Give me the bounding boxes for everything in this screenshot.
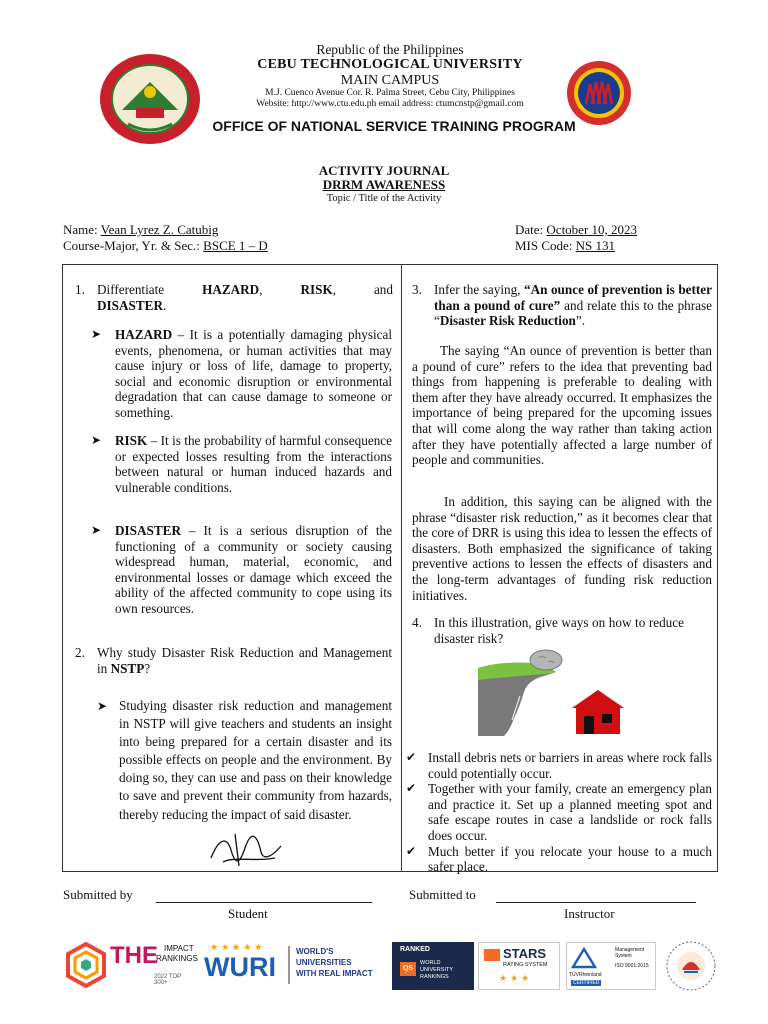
question-4 <box>412 615 684 646</box>
checkmark-icon: ✔ <box>406 781 417 796</box>
office-title: OFFICE OF NATIONAL SERVICE TRAINING PROGRAM <box>212 118 576 134</box>
answer-text: Install debris nets or barriers in areas where rock falls could potentially occur. <box>428 750 712 781</box>
q1-comma: , <box>332 282 336 297</box>
topic-title: DRRM AWARENESS <box>322 177 446 193</box>
risk-definition <box>91 433 392 495</box>
date-label: Date: <box>515 222 544 237</box>
the-logo-text: THE <box>110 942 158 969</box>
question-2 <box>75 645 392 676</box>
accreditation-seal-icon <box>664 940 718 992</box>
asean-logo <box>566 60 632 126</box>
student-label: Student <box>228 906 268 921</box>
course-value: BSCE 1 – D <box>203 238 268 254</box>
tuv-triangle-icon <box>571 947 597 969</box>
q1-and: and <box>373 282 393 297</box>
rockfall-illustration <box>474 646 634 738</box>
student-info-right <box>515 222 637 255</box>
q1-number: 1. <box>75 282 85 297</box>
q1-comma: , <box>259 282 263 297</box>
student-signature-line <box>156 902 372 903</box>
q4-number: 4. <box>412 615 422 630</box>
hexagon-logo-icon <box>64 942 108 988</box>
name-value: Vean Lyrez Z. Catubig <box>100 222 219 237</box>
header-text-block <box>180 42 600 110</box>
q3-quote: “An ounce of prevention is better than a pound of cure” <box>434 282 712 313</box>
q3-number: 3. <box>412 282 422 297</box>
qs-world-label: WORLD UNIVERSITY RANKINGS <box>420 960 453 980</box>
instructor-signature-line <box>496 902 696 903</box>
answer-item <box>406 781 712 843</box>
disaster-definition <box>91 523 392 617</box>
stars-sub-label: RATING SYSTEM <box>503 962 548 968</box>
course-label: Course-Major, Yr. & Sec.: <box>63 238 200 254</box>
arrow-bullet-icon: ➤ <box>91 523 102 537</box>
stars-rating-icon: ★★★ <box>499 973 533 983</box>
management-system-label: Management System <box>615 947 645 959</box>
instructor-label: Instructor <box>564 906 615 921</box>
activity-journal-title: ACTIVITY JOURNAL <box>318 163 450 178</box>
checkmark-icon: ✔ <box>406 843 417 858</box>
date-value: October 10, 2023 <box>546 222 638 237</box>
republic-line: Republic of the Philippines <box>316 42 464 57</box>
q2-answer-text: Studying disaster risk reduction and management in NSTP will give teachers and students an insight into being prepared for a certain disaster and its possible effects on people and the environment. By doing so, they can use and pass on their knowledge to save and prevent their community from hazards, thereby reducing the impact of said disaster. <box>119 698 392 822</box>
qs-ranked-badge <box>392 942 474 990</box>
hazard-definition <box>91 327 392 421</box>
wuri-tagline-3: WITH REAL IMPACT <box>296 969 373 978</box>
q3-paragraph-2 <box>412 494 712 603</box>
the-impact-label: IMPACT <box>164 944 194 953</box>
q3-text-c: ”. <box>575 313 586 329</box>
arrow-bullet-icon: ➤ <box>91 433 102 447</box>
q1-hazard: HAZARD <box>202 282 260 297</box>
disaster-text: – It is a serious disruption of the functioning of a community or society causing widespread human, material, economic, and environmental losses or damage which exceed the ability of the affected community to cope using its own resources. <box>115 523 392 616</box>
submitted-by-label: Submitted by <box>63 887 133 902</box>
arrow-bullet-icon: ➤ <box>91 327 102 341</box>
paragraph-1-text: The saying “An ounce of prevention is better than a pound of cure” refers to the idea that preventing bad things from happening is preferable to dealing with them after they have already occurred. It emphasizes the importance of being prepared for the upcoming issues that will come along the way rather than taking action after they have potentially affected a large number of people and communities. <box>412 343 712 468</box>
checkmark-icon: ✔ <box>406 750 417 764</box>
wuri-tagline-2: UNIVERSITIES <box>296 958 352 967</box>
disaster-term: DISASTER <box>115 523 181 538</box>
ranked-label: RANKED <box>400 946 430 953</box>
qs-stars-badge <box>478 942 560 990</box>
the-impact-rankings-badge <box>64 942 198 988</box>
stars-label: STARS <box>503 946 547 961</box>
answer-text: Together with your family, create an emergency plan and practice it. Set up a planned meeting spot and safe escape routes in case a landslide or rock falls does occur. <box>428 781 712 843</box>
hazard-text: – It is a potentially damaging physical events, phenomena, or human activities that may cause injury or loss of life, damage to property, social and economic disruption or environmental degradation that can cause damage to someone or something. <box>115 327 392 420</box>
wuri-logo-text: WURI <box>204 952 276 982</box>
campus-name: MAIN CAMPUS <box>340 72 440 88</box>
journal-heading <box>0 164 768 204</box>
q1-risk: RISK <box>300 282 333 297</box>
hazard-term: HAZARD <box>115 327 173 342</box>
q4-text: In this illustration, give ways on how to reduce disaster risk? <box>434 615 684 646</box>
submitted-to-label: Submitted to <box>409 887 476 902</box>
q1-disaster: DISASTER <box>97 297 163 313</box>
q2-mark: ? <box>144 660 151 676</box>
university-name: CEBU TECHNOLOGICAL UNIVERSITY <box>257 57 523 73</box>
name-label: Name: <box>63 222 98 237</box>
qs-stars-logo-icon <box>484 949 500 961</box>
q3-phrase: Disaster Risk Reduction <box>439 313 576 329</box>
address-line: M.J. Cuenco Avenue Cor. R. Palma Street, Cebu City, Philippines <box>265 88 515 99</box>
question-1 <box>75 282 393 313</box>
q2-answer <box>97 697 392 824</box>
tuv-certified-badge <box>566 942 656 990</box>
answer-item <box>406 843 712 875</box>
answer-item <box>406 750 712 781</box>
answer-text: Much better if you relocate your house to a much safer place. <box>428 843 712 875</box>
arrow-bullet-icon: ➤ <box>97 699 108 713</box>
q3-text: Infer the saying, <box>434 282 524 297</box>
wuri-stars-icon: ★★★★★ <box>210 942 266 952</box>
tuv-certified-label: CERTIFIED <box>573 980 600 986</box>
paragraph-2-text: In addition, this saying can be aligned with the phrase “disaster risk reduction,” as it becomes clear that the core of DRR is using this idea to lessen the effects of disasters. Both emphasized the significance of taking preventive actions to lessen the effects of disasters and the long-term advantages of funding risk reduction initiatives. <box>412 494 712 603</box>
tuv-name-label: TÜVRheinland <box>569 972 602 978</box>
qs-logo-icon: QS <box>400 962 416 976</box>
q2-nstp: NSTP <box>110 660 145 676</box>
topic-caption: Topic / Title of the Activity <box>326 192 442 204</box>
risk-text: – It is the probability of harmful consequence or expected losses resulting from the interactions between natural or human induced hazards and vulnerable conditions. <box>115 433 392 495</box>
q2-number: 2. <box>75 645 85 660</box>
q3-paragraph-1 <box>412 343 712 468</box>
answers-list <box>406 750 712 875</box>
iso-label: ISO 9001:2015 <box>615 963 649 969</box>
mis-label: MIS Code: <box>515 238 573 254</box>
mis-value: NS 131 <box>575 238 616 254</box>
q2-text: Why study Disaster Risk Reduction and Management in <box>97 645 392 676</box>
q1-text: Differentiate <box>97 282 165 297</box>
q1-period: . <box>162 297 167 313</box>
wuri-tagline-1: WORLD'S <box>296 947 334 956</box>
signature-image <box>205 828 287 870</box>
wuri-badge <box>204 942 390 986</box>
q3-text-b: and relate this to the phrase “ <box>434 297 712 329</box>
student-info-left <box>63 222 268 255</box>
question-3 <box>412 282 712 329</box>
column-divider <box>401 264 402 872</box>
risk-term: RISK <box>115 433 148 448</box>
the-year-label: 2022 TOP 300+ <box>154 974 182 986</box>
contact-line: Website: http://www.ctu.edu.ph email address: ctumcnstp@gmail.com <box>256 99 524 110</box>
the-rankings-label: RANKINGS <box>156 954 198 963</box>
